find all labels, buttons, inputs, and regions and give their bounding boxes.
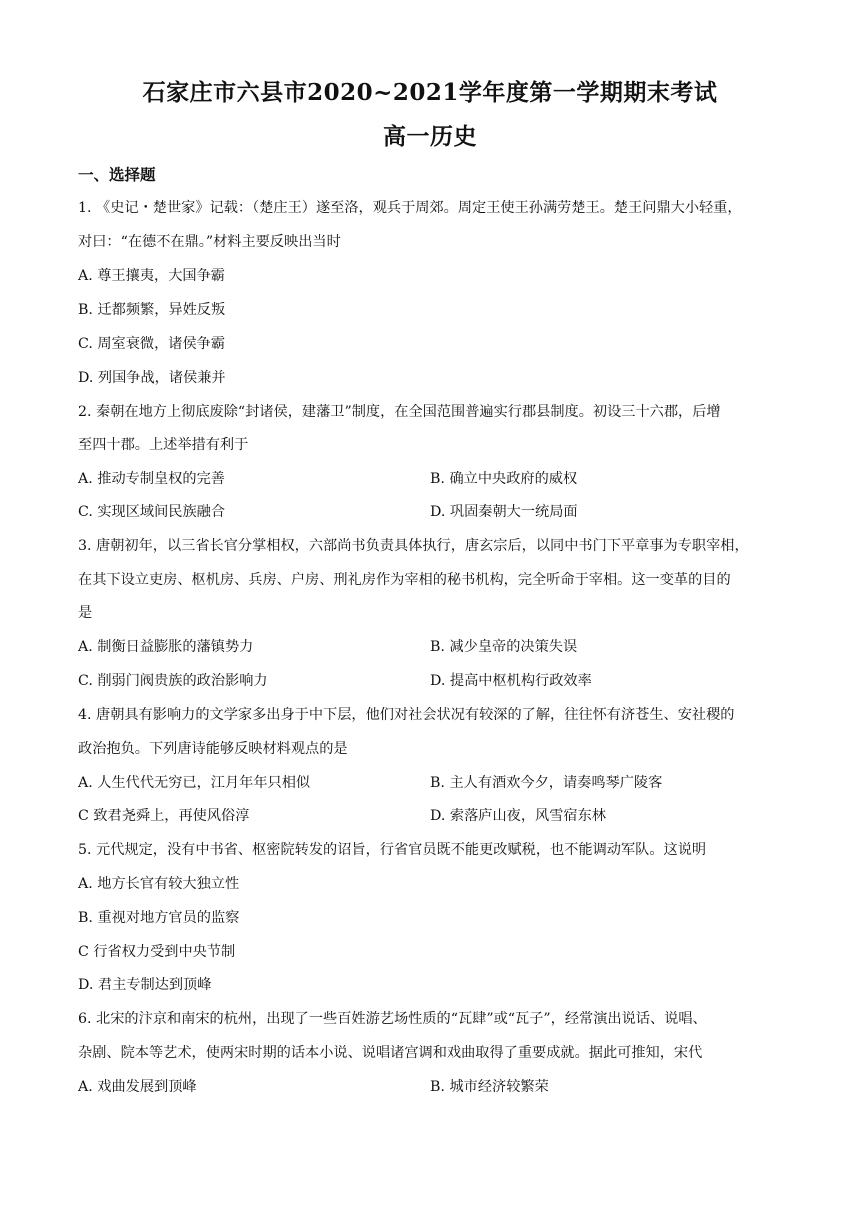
q5-option-c: C 行省权力受到中央节制 bbox=[78, 944, 236, 960]
q3-option-c: C. 削弱门阀贵族的政治影响力 bbox=[78, 673, 268, 689]
q2-stem-line-2: 至四十郡。上述举措有利于 bbox=[78, 437, 249, 453]
q6-stem-line-1: 6. 北宋的汴京和南宋的杭州，出现了一些百姓游艺场性质的“瓦肆”或“瓦子”，经常演出说话、说唱、 bbox=[78, 1011, 707, 1027]
q4-option-c: C 致君尧舜上，再使风俗淳 bbox=[78, 808, 250, 824]
q4-stem-line-2: 政治抱负。下列唐诗能够反映材料观点的是 bbox=[78, 741, 348, 757]
q2-option-a: A. 推动专制皇权的完善 bbox=[78, 471, 225, 487]
q2-option-d: D. 巩固秦朝大一统局面 bbox=[430, 504, 578, 520]
q1-option-a: A. 尊王攘夷，大国争霸 bbox=[78, 268, 225, 284]
q5-option-a: A. 地方长官有较大独立性 bbox=[78, 876, 240, 892]
q1-option-c: C. 周室衰微，诸侯争霸 bbox=[78, 336, 226, 352]
exam-subject: 高一历史 bbox=[383, 123, 477, 150]
q3-option-a: A. 制衡日益膨胀的藩镇势力 bbox=[78, 639, 254, 655]
q3-stem-line-3: 是 bbox=[78, 605, 93, 621]
q2-option-b: B. 确立中央政府的威权 bbox=[430, 471, 578, 487]
exam-title: 石家庄市六县市2020~2021学年度第一学期期末考试 bbox=[142, 79, 718, 106]
section-heading: 一、选择题 bbox=[78, 166, 156, 184]
q3-option-d: D. 提高中枢机构行政效率 bbox=[430, 673, 592, 689]
q5-option-d: D. 君主专制达到顶峰 bbox=[78, 977, 212, 993]
q4-stem-line-1: 4. 唐朝具有影响力的文学家多出身于中下层，他们对社会状况有较深的了解，往往怀有济苍生、安社稷的 bbox=[78, 707, 735, 723]
q1-option-b: B. 迁都频繁，异姓反叛 bbox=[78, 302, 226, 318]
q1-stem-line-1: 1. 《史记・楚世家》记载：（楚庄王）遂至洛，观兵于周郊。周定王使王孙满劳楚王。楚王问鼎大小轻重， bbox=[78, 200, 742, 216]
q2-option-c: C. 实现区域间民族融合 bbox=[78, 504, 226, 520]
q1-stem-line-2: 对曰：“在德不在鼎。”材料主要反映出当时 bbox=[78, 234, 341, 250]
q6-option-b: B. 城市经济较繁荣 bbox=[430, 1079, 549, 1095]
q4-option-a: A. 人生代代无穷已，江月年年只相似 bbox=[78, 775, 311, 791]
q4-option-d: D. 索落庐山夜，风雪宿东林 bbox=[430, 808, 606, 824]
q5-stem-line-1: 5. 元代规定，没有中书省、枢密院转发的诏旨，行省官员既不能更改赋税，也不能调动军队。这说明 bbox=[78, 842, 707, 858]
q3-option-b: B. 减少皇帝的决策失误 bbox=[430, 639, 578, 655]
q2-stem-line-1: 2. 秦朝在地方上彻底废除“封诸侯，建藩卫”制度，在全国范围普遍实行郡县制度。初设三十六郡，后增 bbox=[78, 404, 721, 420]
q6-option-a: A. 戏曲发展到顶峰 bbox=[78, 1079, 197, 1095]
q1-option-d: D. 列国争战，诸侯兼并 bbox=[78, 370, 226, 386]
q4-option-b: B. 主人有酒欢今夕，请奏鸣琴广陵客 bbox=[430, 775, 663, 791]
q3-stem-line-2: 在其下设立吏房、枢机房、兵房、户房、刑礼房作为宰相的秘书机构，完全听命于宰相。这一变革的目的 bbox=[78, 572, 731, 588]
q6-stem-line-2: 杂剧、院本等艺术，使两宋时期的话本小说、说唱诸宫调和戏曲取得了重要成就。据此可推知，宋代 bbox=[78, 1045, 703, 1061]
q5-option-b: B. 重视对地方官员的监察 bbox=[78, 910, 240, 926]
q3-stem-line-1: 3. 唐朝初年，以三省长官分掌相权，六部尚书负责具体执行，唐玄宗后，以同中书门下平章事为专职宰相， bbox=[78, 538, 749, 554]
